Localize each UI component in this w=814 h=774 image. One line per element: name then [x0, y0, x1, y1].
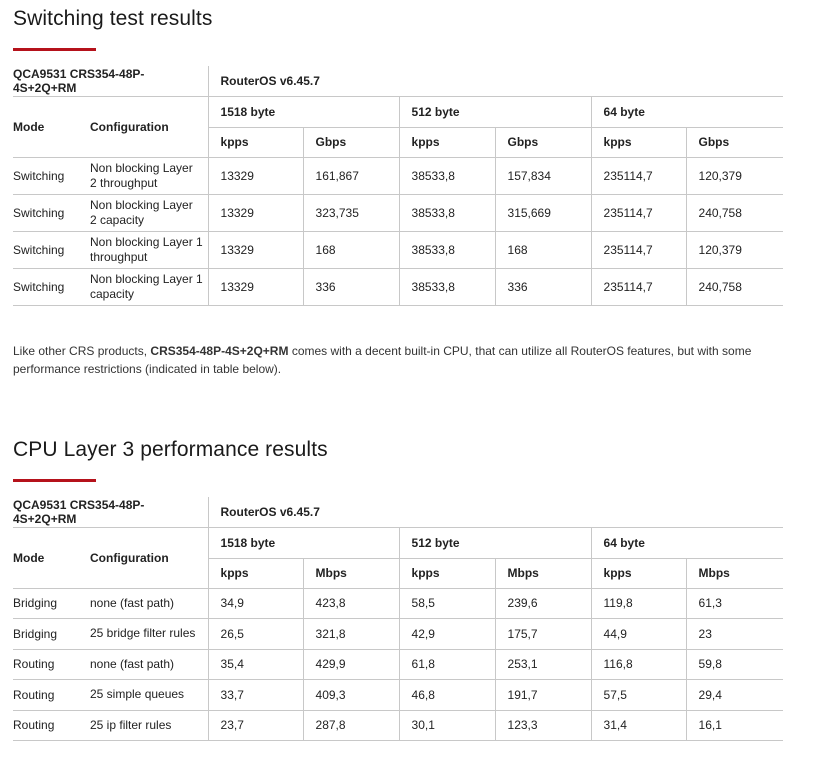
- configuration-cell: [78, 194, 208, 231]
- value-cell: 13329: [208, 268, 303, 305]
- col-mode: Mode: [13, 96, 78, 157]
- configuration-line: capacity: [90, 286, 135, 301]
- value-cell: 31,4: [591, 710, 686, 741]
- table-row: [13, 710, 783, 741]
- title-underline: [13, 48, 96, 51]
- cpu-title: CPU Layer 3 performance results: [13, 438, 328, 461]
- unit-header: kpps: [208, 558, 303, 588]
- configuration-line: Non blocking Layer 1: [90, 271, 203, 286]
- device-model: QCA9531 CRS354-48P-4S+2Q+RM: [13, 497, 208, 527]
- value-cell: 46,8: [399, 680, 495, 711]
- configuration-cell: [78, 710, 208, 741]
- mode-cell: Switching: [13, 231, 78, 268]
- desc-text-1: Like other CRS products,: [13, 344, 151, 358]
- title-underline: [13, 479, 96, 482]
- col-configuration: Configuration: [78, 96, 208, 157]
- value-cell: 35,4: [208, 649, 303, 680]
- group-header: 512 byte: [399, 96, 591, 127]
- os-version: RouterOS v6.45.7: [208, 66, 783, 96]
- os-version: RouterOS v6.45.7: [208, 497, 783, 527]
- value-cell: 429,9: [303, 649, 399, 680]
- value-cell: 13329: [208, 231, 303, 268]
- col-configuration: Configuration: [78, 527, 208, 588]
- configuration-line: 25 bridge filter rules: [90, 626, 196, 641]
- group-header: 64 byte: [591, 96, 783, 127]
- mode-cell: Switching: [13, 194, 78, 231]
- value-cell: 13329: [208, 157, 303, 194]
- value-cell: 16,1: [686, 710, 783, 741]
- configuration-line: none (fast path): [90, 595, 175, 610]
- cpu-header: [13, 438, 328, 482]
- unit-header: Mbps: [495, 558, 591, 588]
- unit-header: kpps: [208, 127, 303, 157]
- value-cell: 38533,8: [399, 157, 495, 194]
- value-cell: 235114,7: [591, 231, 686, 268]
- unit-header: kpps: [591, 558, 686, 588]
- cpu-description: [13, 342, 773, 378]
- value-cell: 26,5: [208, 619, 303, 650]
- value-cell: 120,379: [686, 231, 783, 268]
- table-row: [13, 268, 783, 305]
- group-header: 1518 byte: [208, 96, 399, 127]
- configuration-line: Non blocking Layer 1: [90, 234, 203, 249]
- configuration-cell: [78, 157, 208, 194]
- unit-header: Gbps: [303, 127, 399, 157]
- unit-header: Gbps: [495, 127, 591, 157]
- value-cell: 44,9: [591, 619, 686, 650]
- value-cell: 61,3: [686, 588, 783, 619]
- value-cell: 175,7: [495, 619, 591, 650]
- mode-cell: Switching: [13, 157, 78, 194]
- value-cell: 23: [686, 619, 783, 650]
- value-cell: 13329: [208, 194, 303, 231]
- value-cell: 34,9: [208, 588, 303, 619]
- value-cell: 116,8: [591, 649, 686, 680]
- mode-cell: Routing: [13, 680, 78, 711]
- table-row: [13, 649, 783, 680]
- value-cell: 157,834: [495, 157, 591, 194]
- value-cell: 409,3: [303, 680, 399, 711]
- mode-cell: Routing: [13, 710, 78, 741]
- value-cell: 235114,7: [591, 268, 686, 305]
- value-cell: 253,1: [495, 649, 591, 680]
- table-row: [13, 588, 783, 619]
- value-cell: 423,8: [303, 588, 399, 619]
- configuration-cell: [78, 649, 208, 680]
- group-header: 64 byte: [591, 527, 783, 558]
- value-cell: 23,7: [208, 710, 303, 741]
- value-cell: 315,669: [495, 194, 591, 231]
- unit-header: kpps: [399, 127, 495, 157]
- configuration-line: Non blocking Layer: [90, 160, 193, 175]
- value-cell: 38533,8: [399, 231, 495, 268]
- configuration-cell: [78, 268, 208, 305]
- unit-header: kpps: [591, 127, 686, 157]
- value-cell: 38533,8: [399, 268, 495, 305]
- cpu-table: [13, 497, 783, 741]
- configuration-cell: [78, 619, 208, 650]
- value-cell: 123,3: [495, 710, 591, 741]
- value-cell: 59,8: [686, 649, 783, 680]
- configuration-line: 2 capacity: [90, 212, 145, 227]
- value-cell: 38533,8: [399, 194, 495, 231]
- table-row: [13, 157, 783, 194]
- switching-header: [13, 7, 212, 51]
- switching-title: Switching test results: [13, 7, 213, 30]
- value-cell: 240,758: [686, 194, 783, 231]
- value-cell: 336: [495, 268, 591, 305]
- value-cell: 323,735: [303, 194, 399, 231]
- value-cell: 29,4: [686, 680, 783, 711]
- table-row: [13, 619, 783, 650]
- group-header: 512 byte: [399, 527, 591, 558]
- value-cell: 57,5: [591, 680, 686, 711]
- configuration-line: 2 throughput: [90, 175, 158, 190]
- desc-text-2: comes with a decent built-in CPU, that can utilize all RouterOS features, but with some performance restrictions (indicated in table below).: [13, 344, 752, 376]
- desc-product: CRS354-48P-4S+2Q+RM: [150, 344, 289, 358]
- value-cell: 287,8: [303, 710, 399, 741]
- unit-header: kpps: [399, 558, 495, 588]
- value-cell: 42,9: [399, 619, 495, 650]
- table-row: [13, 194, 783, 231]
- mode-cell: Bridging: [13, 619, 78, 650]
- configuration-cell: [78, 231, 208, 268]
- configuration-line: none (fast path): [90, 656, 175, 671]
- value-cell: 235114,7: [591, 194, 686, 231]
- switching-table: [13, 66, 783, 306]
- configuration-line: throughput: [90, 249, 148, 264]
- col-mode: Mode: [13, 527, 78, 588]
- value-cell: 168: [495, 231, 591, 268]
- value-cell: 30,1: [399, 710, 495, 741]
- unit-header: Gbps: [686, 127, 783, 157]
- value-cell: 240,758: [686, 268, 783, 305]
- configuration-line: Non blocking Layer: [90, 197, 193, 212]
- device-model: QCA9531 CRS354-48P-4S+2Q+RM: [13, 66, 208, 96]
- value-cell: 168: [303, 231, 399, 268]
- value-cell: 239,6: [495, 588, 591, 619]
- value-cell: 235114,7: [591, 157, 686, 194]
- value-cell: 161,867: [303, 157, 399, 194]
- mode-cell: Routing: [13, 649, 78, 680]
- group-header: 1518 byte: [208, 527, 399, 558]
- table-row: [13, 680, 783, 711]
- configuration-line: 25 ip filter rules: [90, 717, 172, 732]
- value-cell: 336: [303, 268, 399, 305]
- value-cell: 321,8: [303, 619, 399, 650]
- unit-header: Mbps: [686, 558, 783, 588]
- value-cell: 58,5: [399, 588, 495, 619]
- value-cell: 120,379: [686, 157, 783, 194]
- value-cell: 191,7: [495, 680, 591, 711]
- value-cell: 33,7: [208, 680, 303, 711]
- unit-header: Mbps: [303, 558, 399, 588]
- mode-cell: Bridging: [13, 588, 78, 619]
- value-cell: 61,8: [399, 649, 495, 680]
- value-cell: 119,8: [591, 588, 686, 619]
- table-row: [13, 231, 783, 268]
- configuration-cell: [78, 588, 208, 619]
- mode-cell: Switching: [13, 268, 78, 305]
- configuration-cell: [78, 680, 208, 711]
- configuration-line: 25 simple queues: [90, 687, 185, 702]
